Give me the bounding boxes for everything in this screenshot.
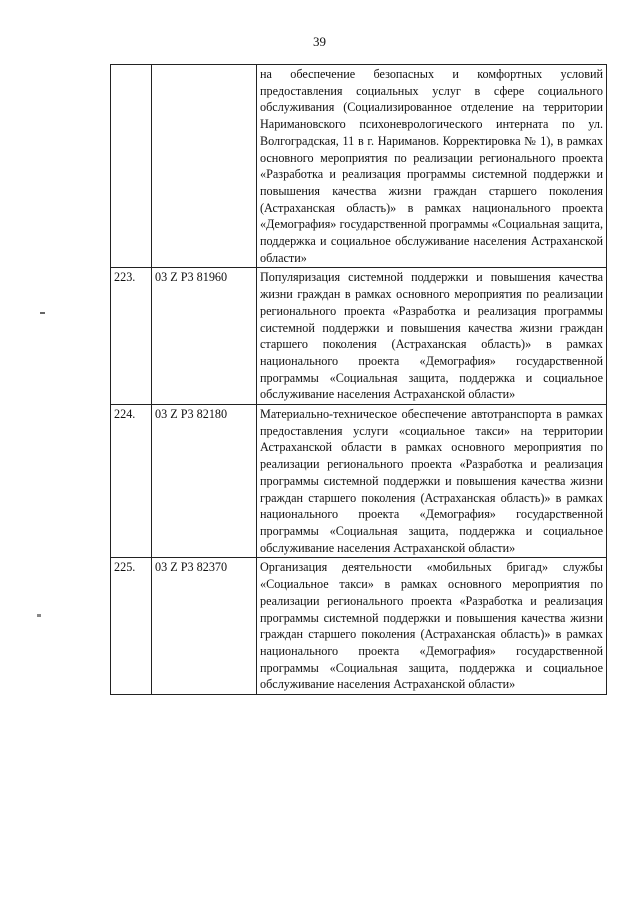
- classification-code: [152, 65, 257, 268]
- row-description: Материально-техническое обеспечение автотранспорта в рамках предоставления услуги «социальное такси» на территории Астраханской области в рамках основного мероприятия по реализации регионального проекта «Разработка и реализация программы системной поддержки и повышения качества жизни граждан старшего поколения (Астраханская область)» в рамках национального проекта «Демография» государственной программы «Социальная защита, поддержка и социальное обслуживание населения Астраханской области»: [257, 405, 607, 558]
- table-row: [111, 65, 607, 268]
- classification-code: 03 Z P3 82370: [152, 558, 257, 695]
- row-description: Организация деятельности «мобильных бригад» службы «Социальное такси» в рамках основного мероприятия по реализации регионального проекта «Разработка и реализация программы системной поддержки и повышения качества жизни граждан старшего поколения (Астраханская область)» в рамках национального проекта «Демография» государственной программы «Социальная защита, поддержка и социальное обслуживание населения Астраханской области»: [257, 558, 607, 695]
- table-row: [111, 405, 607, 558]
- row-number: 225.: [111, 558, 152, 695]
- table-row: [111, 268, 607, 405]
- scan-margin-mark: [40, 312, 45, 314]
- table-row: [111, 558, 607, 695]
- row-number: [111, 65, 152, 268]
- page-number: 39: [313, 34, 326, 49]
- classification-code: 03 Z P3 81960: [152, 268, 257, 405]
- row-description: Популяризация системной поддержки и повышения качества жизни граждан в рамках основного мероприятия по реализации регионального проекта «Разработка и реализация программы системной поддержки и повышения качества жизни граждан старшего поколения (Астраханская область)» в рамках национального проекта «Демография» государственной программы «Социальная защита, поддержка и социальное обслуживание населения Астраханской области»: [257, 268, 607, 405]
- row-number: 224.: [111, 405, 152, 558]
- budget-classification-table: [110, 64, 607, 695]
- scan-margin-mark: [37, 614, 41, 617]
- row-description: на обеспечение безопасных и комфортных условий предоставления социальных услуг в сфере социального обслуживания (Социализированное отделение на территории Наримановского психоневрологического интерната по ул. Волгоградская, 11 в г. Нариманов. Корректировка № 1), в рамках основного мероприятия по реализации регионального проекта «Разработка и реализация программы системной поддержки и повышения качества жизни граждан старшего поколения (Астраханская область)» в рамках национального проекта «Демография» государственной программы «Социальная защита, поддержка и социальное обслуживание населения Астраханской области»: [257, 65, 607, 268]
- row-number: 223.: [111, 268, 152, 405]
- classification-code: 03 Z P3 82180: [152, 405, 257, 558]
